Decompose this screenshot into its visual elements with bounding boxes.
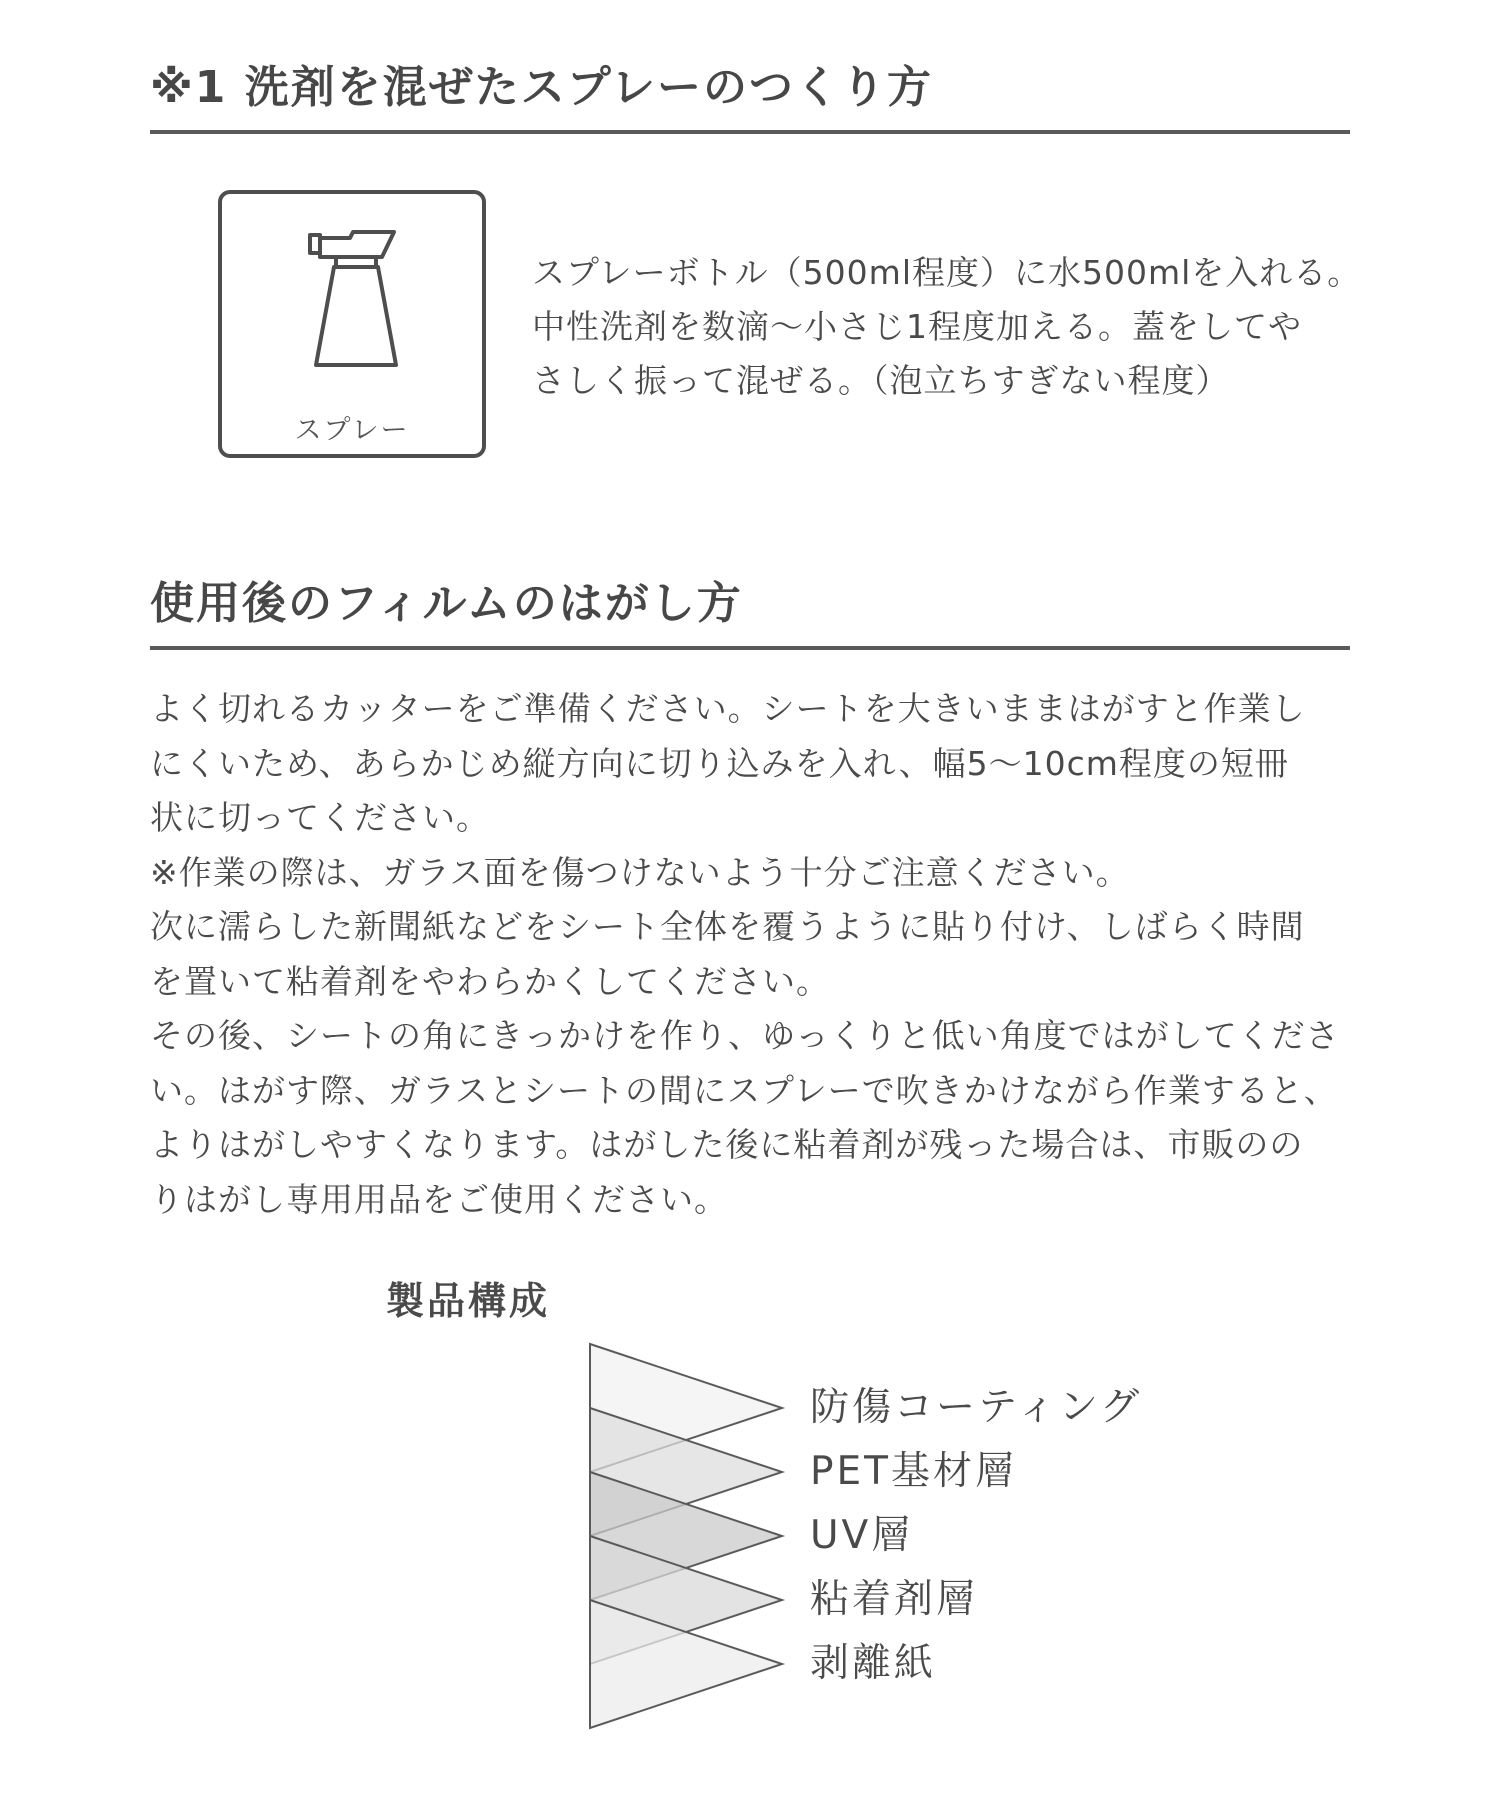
removal-line: りはがし専用用品をご使用ください。 [150,1179,728,1219]
removal-line: よく切れるカッターをご準備ください。シートを大きいままはがすと作業し [150,689,1306,728]
spray-icon-label: スプレー [294,415,410,446]
removal-line: を置いて粘着剤をやわらかくしてください。 [150,961,830,1001]
removal-line: よりはがしやすくなります。はがした後に粘着剤が残った場合は、市販のの [150,1125,1304,1164]
removal-line: 次に濡らした新聞紙などをシート全体を覆うように貼り付け、しばらく時間 [150,907,1305,946]
spray-instruction-line: 中性洗剤を数滴〜小さじ1程度加える。蓋をしてや [532,307,1302,346]
product-structure-title: 製品構成 [386,1279,551,1323]
section1-divider [150,130,1350,134]
section2-title: 使用後のフィルムのはがし方 [150,578,743,629]
removal-instructions [150,682,1370,1227]
removal-line: い。はがす際、ガラスとシートの間にスプレーで吹きかけながら作業すると、 [150,1070,1338,1110]
spray-icon-card [218,190,486,458]
layer-label-uv: UV層 [810,1513,914,1558]
section2-divider [150,646,1350,650]
removal-line: ※作業の際は、ガラス面を傷つけないよう十分ご注意ください。 [150,852,1130,892]
layer-label-release-paper: 剥離紙 [810,1641,937,1686]
removal-line: 状に切ってください。 [150,798,490,837]
layer-label-adhesive: 粘着剤層 [810,1577,979,1622]
layer-structure-diagram [560,1330,820,1750]
spray-instruction-line: スプレーボトル（500ml程度）に水500mlを入れる。 [532,253,1362,292]
removal-line: にくいため、あらかじめ縦方向に切り込みを入れ、幅5〜10cm程度の短冊 [150,743,1289,783]
spray-instructions [532,246,1362,408]
spray-instruction-line: さしく振って混ぜる。（泡立ちすぎない程度） [532,361,1230,400]
layer-label-pet: PET基材層 [810,1449,1017,1494]
section1-title: ※1 洗剤を混ぜたスプレーのつくり方 [150,62,933,113]
layer-label-coating: 防傷コーティング [810,1385,1143,1430]
removal-line: その後、シートの角にきっかけを作り、ゆっくりと低い角度ではがしてくださ [150,1016,1340,1055]
